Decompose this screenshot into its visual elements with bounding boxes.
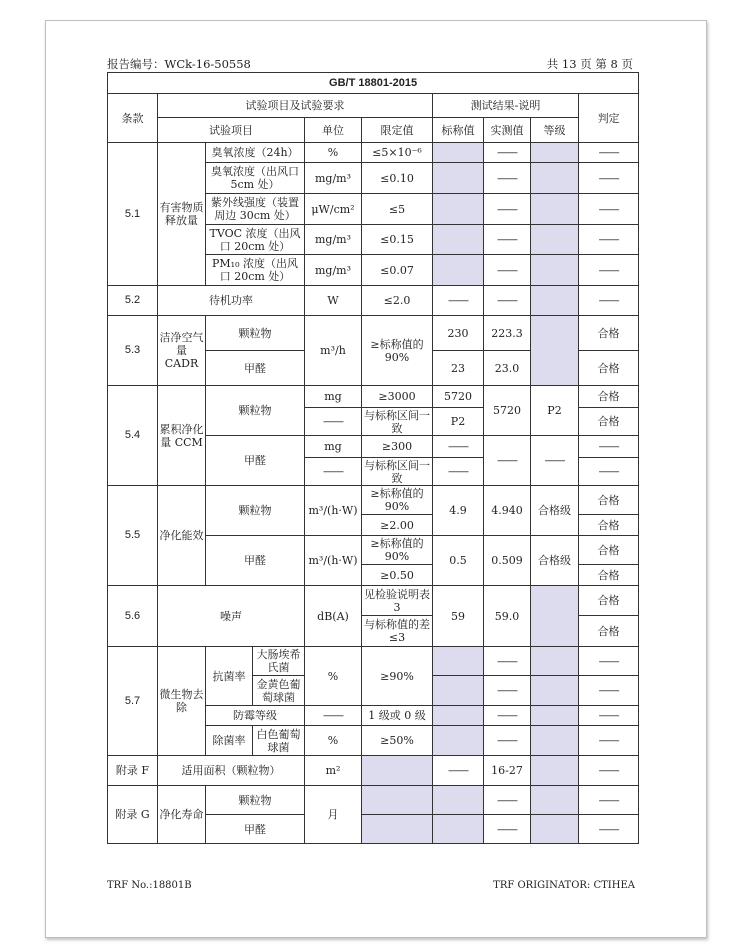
life-particulate-measured: ——: [484, 786, 531, 815]
ccm-particulate-unit-mass: mg: [305, 386, 362, 408]
efficiency-particulate-item: 颗粒物: [206, 486, 305, 536]
sterilization-limit: ≥50%: [362, 726, 433, 756]
cadr-formaldehyde-measured: 23.0: [484, 351, 531, 386]
life-formaldehyde-grade: [531, 815, 579, 844]
pm10-limit: ≤0.07: [362, 255, 433, 286]
header-test-item: 试验项目: [158, 118, 305, 143]
efficiency-formaldehyde-nominal: 0.5: [433, 536, 484, 586]
uv-intensity-measured: ——: [484, 194, 531, 225]
ccm-formaldehyde-measured: ——: [484, 436, 531, 486]
header-grade: 等级: [531, 118, 579, 143]
mold-grade-verdict: ——: [579, 706, 639, 726]
ozone-outlet-nominal: [433, 163, 484, 194]
noise-unit: dB(A): [305, 586, 362, 647]
clause-5-2: 5.2: [108, 286, 158, 316]
ccm-formaldehyde-verdict-mass: ——: [579, 436, 639, 458]
sterilization-unit: %: [305, 726, 362, 756]
noise-item: 噪声: [158, 586, 305, 647]
purification-life-group: 净化寿命: [158, 786, 206, 844]
efficiency-group: 净化能效: [158, 486, 206, 586]
ozone-outlet-limit: ≤0.10: [362, 163, 433, 194]
ozone-24h-verdict: ——: [579, 143, 639, 163]
mold-grade-limit: 1 级或 0 级: [362, 706, 433, 726]
life-particulate-limit: [362, 786, 433, 815]
ecoli-item: 大肠埃希氏菌: [253, 647, 305, 676]
header-nominal: 标称值: [433, 118, 484, 143]
trf-originator: TRF ORIGINATOR: CTIHEA: [493, 880, 635, 891]
cadr-particulate-nominal: 230: [433, 316, 484, 351]
efficiency-formaldehyde-item: 甲醛: [206, 536, 305, 586]
efficiency-particulate-nominal: 4.9: [433, 486, 484, 536]
tvoc-grade: [531, 225, 579, 255]
life-formaldehyde-nominal: [433, 815, 484, 844]
clause-5-7: 5.7: [108, 647, 158, 756]
efficiency-formaldehyde-measured: 0.509: [484, 536, 531, 586]
tvoc-unit: mg/m³: [305, 225, 362, 255]
standby-power-item: 待机功率: [158, 286, 305, 316]
ecoli-verdict: ——: [579, 647, 639, 676]
noise-grade: [531, 586, 579, 647]
tvoc-nominal: [433, 225, 484, 255]
life-particulate-item: 颗粒物: [206, 786, 305, 815]
efficiency-formaldehyde-verdict-min: 合格: [579, 565, 639, 586]
applicable-area-item: 适用面积（颗粒物）: [158, 756, 305, 786]
efficiency-formaldehyde-grade: 合格级: [531, 536, 579, 586]
uv-intensity-nominal: [433, 194, 484, 225]
clause-5-3: 5.3: [108, 316, 158, 386]
life-formaldehyde-verdict: ——: [579, 815, 639, 844]
header-verdict: 判定: [579, 94, 639, 143]
cadr-particulate-verdict: 合格: [579, 316, 639, 351]
staph-aureus-grade: [531, 676, 579, 706]
efficiency-particulate-verdict-ratio: 合格: [579, 486, 639, 515]
staph-aureus-measured: ——: [484, 676, 531, 706]
clause-5-1: 5.1: [108, 143, 158, 286]
uv-intensity-limit: ≤5: [362, 194, 433, 225]
header-results-description: 测试结果-说明: [433, 94, 579, 118]
applicable-area-verdict: ——: [579, 756, 639, 786]
efficiency-particulate-verdict-min: 合格: [579, 515, 639, 536]
page-number: 共 13 页 第 8 页: [546, 57, 633, 71]
antibacterial-unit: %: [305, 647, 362, 706]
ozone-24h-unit: %: [305, 143, 362, 163]
efficiency-particulate-limit-ratio: ≥标称值的90%: [362, 486, 433, 515]
ccm-formaldehyde-unit-interval: ——: [305, 458, 362, 486]
clause-appendix-g: 附录 G: [108, 786, 158, 844]
ccm-formaldehyde-item: 甲醛: [206, 436, 305, 486]
ccm-particulate-measured: 5720: [484, 386, 531, 436]
pm10-item: PM₁₀ 浓度（出风口 20cm 处）: [206, 255, 305, 286]
mold-grade-grade: [531, 706, 579, 726]
ccm-particulate-nominal-interval: P2: [433, 408, 484, 436]
pm10-verdict: ——: [579, 255, 639, 286]
standard-title: GB/T 18801-2015: [108, 73, 639, 94]
efficiency-formaldehyde-limit-ratio: ≥标称值的90%: [362, 536, 433, 565]
header-unit: 单位: [305, 118, 362, 143]
ecoli-nominal: [433, 647, 484, 676]
staph-albus-item: 白色葡萄球菌: [253, 726, 305, 756]
ozone-outlet-verdict: ——: [579, 163, 639, 194]
ccm-particulate-limit-interval: 与标称区间一致: [362, 408, 433, 436]
test-results-table: [107, 72, 639, 844]
ozone-outlet-item: 臭氧浓度（出风口 5cm 处）: [206, 163, 305, 194]
standby-power-nominal: ——: [433, 286, 484, 316]
applicable-area-measured: 16-27: [484, 756, 531, 786]
microbe-removal-group: 微生物去除: [158, 647, 206, 756]
uv-intensity-item: 紫外线强度（装置周边 30cm 处）: [206, 194, 305, 225]
noise-limit-table: 见检验说明表 3: [362, 586, 433, 616]
efficiency-particulate-limit-min: ≥2.00: [362, 515, 433, 536]
standby-power-limit: ≤2.0: [362, 286, 433, 316]
cadr-formaldehyde-verdict: 合格: [579, 351, 639, 386]
ccm-particulate-unit-interval: ——: [305, 408, 362, 436]
clause-5-4: 5.4: [108, 386, 158, 486]
standby-power-measured: ——: [484, 286, 531, 316]
uv-intensity-verdict: ——: [579, 194, 639, 225]
ccm-formaldehyde-nominal-mass: ——: [433, 436, 484, 458]
header-limit: 限定值: [362, 118, 433, 143]
standby-power-grade: [531, 286, 579, 316]
tvoc-measured: ——: [484, 225, 531, 255]
uv-intensity-unit: μW/cm²: [305, 194, 362, 225]
sterilization-measured: ——: [484, 726, 531, 756]
standby-power-unit: W: [305, 286, 362, 316]
cadr-group: 洁净空气量 CADR: [158, 316, 206, 386]
staph-aureus-nominal: [433, 676, 484, 706]
cadr-formaldehyde-item: 甲醛: [206, 351, 305, 386]
life-particulate-grade: [531, 786, 579, 815]
efficiency-particulate-grade: 合格级: [531, 486, 579, 536]
ozone-24h-grade: [531, 143, 579, 163]
uv-intensity-grade: [531, 194, 579, 225]
life-unit: 月: [305, 786, 362, 844]
sterilization-rate-label: 除菌率: [206, 726, 253, 756]
cadr-particulate-item: 颗粒物: [206, 316, 305, 351]
sterilization-grade: [531, 726, 579, 756]
cadr-grade: [531, 316, 579, 386]
ccm-formaldehyde-limit-mass: ≥300: [362, 436, 433, 458]
ccm-particulate-nominal-mass: 5720: [433, 386, 484, 408]
mold-grade-nominal: [433, 706, 484, 726]
ccm-particulate-item: 颗粒物: [206, 386, 305, 436]
staph-aureus-verdict: ——: [579, 676, 639, 706]
ccm-particulate-limit-mass: ≥3000: [362, 386, 433, 408]
clause-5-6: 5.6: [108, 586, 158, 647]
cadr-unit: m³/h: [305, 316, 362, 386]
noise-nominal: 59: [433, 586, 484, 647]
efficiency-particulate-measured: 4.940: [484, 486, 531, 536]
ccm-group: 累积净化量 CCM: [158, 386, 206, 486]
applicable-area-grade: [531, 756, 579, 786]
efficiency-formaldehyde-limit-min: ≥0.50: [362, 565, 433, 586]
ccm-particulate-verdict-mass: 合格: [579, 386, 639, 408]
ccm-particulate-verdict-interval: 合格: [579, 408, 639, 436]
efficiency-formaldehyde-verdict-ratio: 合格: [579, 536, 639, 565]
ccm-particulate-grade: P2: [531, 386, 579, 436]
trf-number: TRF No.:18801B: [107, 880, 192, 891]
life-formaldehyde-item: 甲醛: [206, 815, 305, 844]
header-test-items-requirements: 试验项目及试验要求: [158, 94, 433, 118]
noise-verdict-difference: 合格: [579, 616, 639, 647]
tvoc-item: TVOC 浓度（出风口 20cm 处）: [206, 225, 305, 255]
noise-verdict-table: 合格: [579, 586, 639, 616]
ozone-24h-item: 臭氧浓度（24h）: [206, 143, 305, 163]
staph-aureus-item: 金黄色葡萄球菌: [253, 676, 305, 706]
ozone-24h-limit: ≤5×10⁻⁶: [362, 143, 433, 163]
sterilization-nominal: [433, 726, 484, 756]
tvoc-limit: ≤0.15: [362, 225, 433, 255]
pm10-grade: [531, 255, 579, 286]
life-formaldehyde-limit: [362, 815, 433, 844]
ecoli-grade: [531, 647, 579, 676]
ccm-formaldehyde-verdict-interval: ——: [579, 458, 639, 486]
ccm-formaldehyde-unit-mass: mg: [305, 436, 362, 458]
life-particulate-verdict: ——: [579, 786, 639, 815]
ozone-outlet-measured: ——: [484, 163, 531, 194]
ecoli-measured: ——: [484, 647, 531, 676]
pm10-measured: ——: [484, 255, 531, 286]
life-particulate-nominal: [433, 786, 484, 815]
ozone-24h-measured: ——: [484, 143, 531, 163]
ccm-formaldehyde-grade: ——: [531, 436, 579, 486]
ozone-outlet-grade: [531, 163, 579, 194]
antibacterial-limit: ≥90%: [362, 647, 433, 706]
applicable-area-limit: [362, 756, 433, 786]
cadr-formaldehyde-nominal: 23: [433, 351, 484, 386]
efficiency-particulate-unit: m³/(h·W): [305, 486, 362, 536]
mold-grade-unit: ——: [305, 706, 362, 726]
tvoc-verdict: ——: [579, 225, 639, 255]
pm10-nominal: [433, 255, 484, 286]
harmful-substances-group: 有害物质释放量: [158, 143, 206, 286]
clause-5-5: 5.5: [108, 486, 158, 586]
life-formaldehyde-measured: ——: [484, 815, 531, 844]
ccm-formaldehyde-nominal-interval: ——: [433, 458, 484, 486]
ozone-24h-nominal: [433, 143, 484, 163]
cadr-limit: ≥标称值的90%: [362, 316, 433, 386]
antibacterial-rate-label: 抗菌率: [206, 647, 253, 706]
ccm-formaldehyde-limit-interval: 与标称区间一致: [362, 458, 433, 486]
pm10-unit: mg/m³: [305, 255, 362, 286]
noise-measured: 59.0: [484, 586, 531, 647]
ozone-outlet-unit: mg/m³: [305, 163, 362, 194]
header-clause: 条款: [108, 94, 158, 143]
cadr-particulate-measured: 223.3: [484, 316, 531, 351]
report-number: 报告编号：WCk-16-50558: [107, 57, 251, 71]
applicable-area-unit: m²: [305, 756, 362, 786]
mold-grade-item: 防霉等级: [206, 706, 305, 726]
efficiency-formaldehyde-unit: m³/(h·W): [305, 536, 362, 586]
mold-grade-measured: ——: [484, 706, 531, 726]
sterilization-verdict: ——: [579, 726, 639, 756]
applicable-area-nominal: ——: [433, 756, 484, 786]
clause-appendix-f: 附录 F: [108, 756, 158, 786]
standby-power-verdict: ——: [579, 286, 639, 316]
header-measured: 实测值: [484, 118, 531, 143]
noise-limit-difference: 与标称值的差≤3: [362, 616, 433, 647]
